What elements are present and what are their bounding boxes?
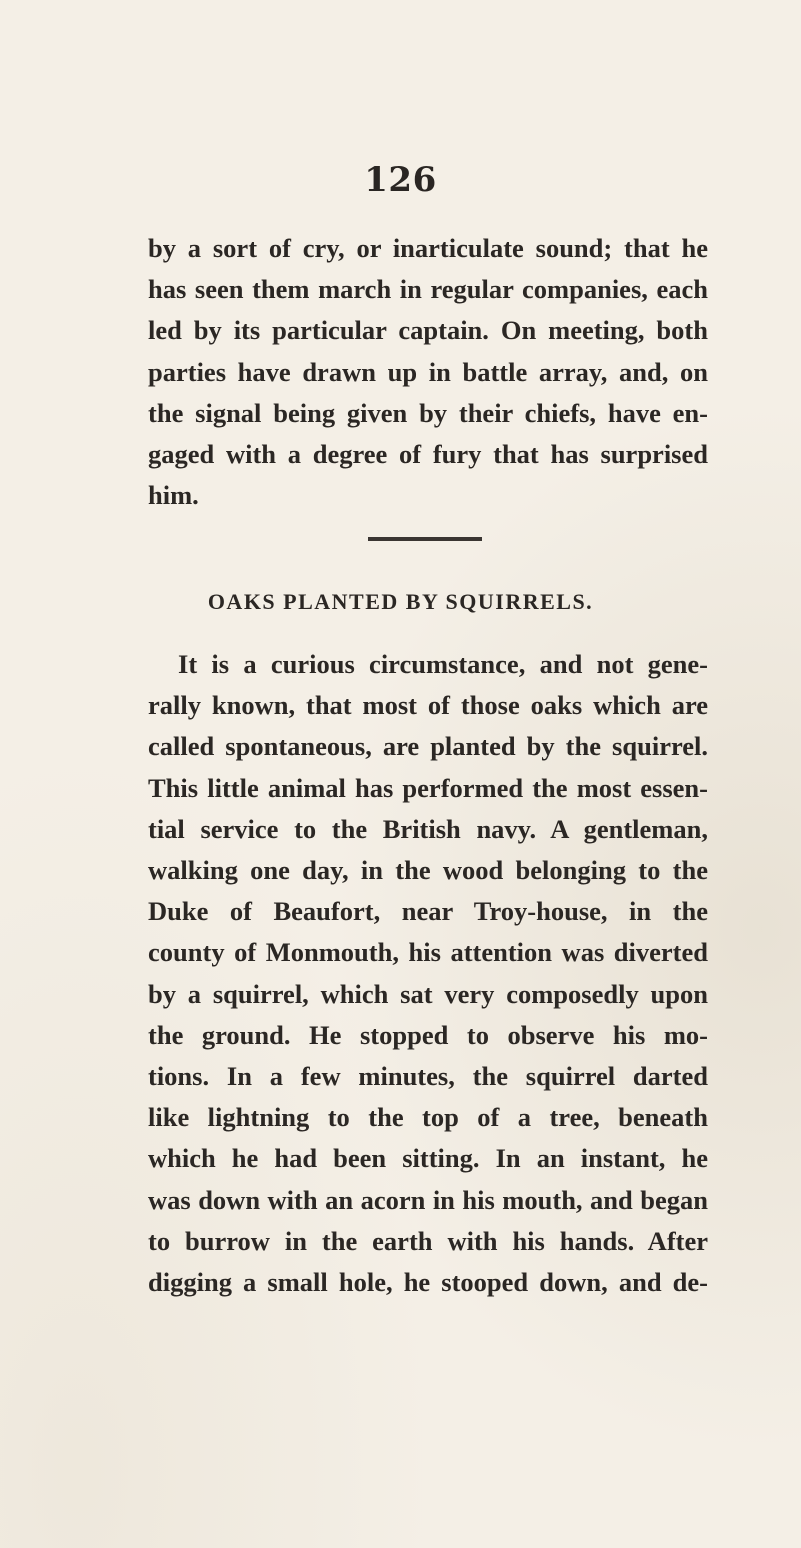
text-line: rally known, that most of those oaks which are <box>148 690 708 721</box>
section-heading: OAKS PLANTED BY SQUIRRELS. <box>207 589 594 614</box>
paragraph-body <box>148 644 708 1303</box>
text-line: has seen them march in regular companies, each <box>148 274 708 305</box>
text-line: gaged with a degree of fury that has surprised <box>148 439 708 470</box>
text-line: to burrow in the earth with his hands. After <box>148 1225 708 1256</box>
text-line: county of Monmouth, his attention was diverted <box>148 937 708 968</box>
text-line: parties have drawn up in battle array, and, on <box>148 356 708 387</box>
text-line: It is a curious circumstance, and not gene- <box>178 649 708 679</box>
text-line: like lightning to the top of a tree, beneath <box>148 1102 708 1133</box>
text-line: him. <box>148 480 199 511</box>
text-line: digging a small hole, he stooped down, and de- <box>148 1267 708 1298</box>
paragraph-continued <box>148 228 708 516</box>
text-line: called spontaneous, are planted by the squirrel. <box>148 731 708 762</box>
text-line: tions. In a few minutes, the squirrel darted <box>148 1061 708 1092</box>
text-line: walking one day, in the wood belonging to the <box>148 855 708 886</box>
section-divider <box>368 537 482 541</box>
text-line: by a sort of cry, or inarticulate sound; that he <box>148 233 708 263</box>
text-line: This little animal has performed the most essen- <box>148 772 708 803</box>
page-number: 126 <box>364 160 437 200</box>
text-line: led by its particular captain. On meeting, both <box>148 315 708 346</box>
text-line: tial service to the British navy. A gentleman, <box>148 813 708 844</box>
text-line: was down with an acorn in his mouth, and began <box>148 1184 708 1215</box>
text-line: the signal being given by their chiefs, have en- <box>148 397 708 428</box>
text-line: Duke of Beaufort, near Troy-house, in the <box>148 896 708 927</box>
text-line: by a squirrel, which sat very composedly upon <box>148 978 708 1009</box>
text-line: which he had been sitting. In an instant, he <box>148 1143 708 1174</box>
text-line: the ground. He stopped to observe his mo- <box>148 1019 708 1050</box>
